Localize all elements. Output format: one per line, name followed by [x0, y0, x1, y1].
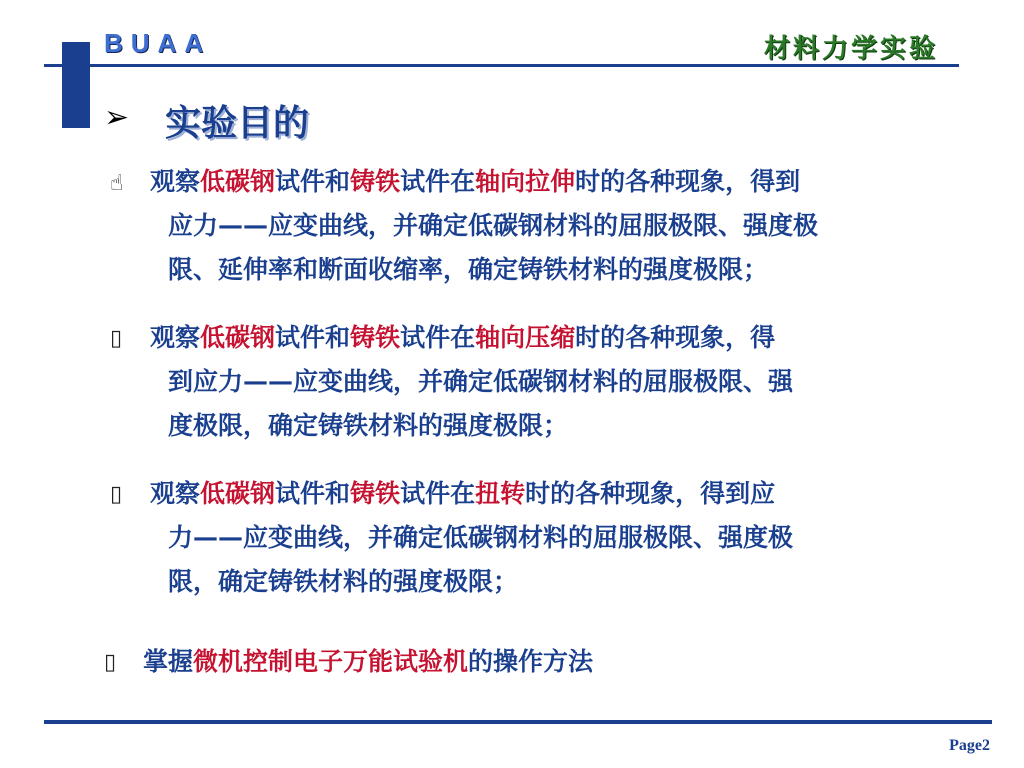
- square-bullet-icon: ▯: [104, 650, 117, 675]
- org-logo-text: BUAA: [104, 28, 212, 58]
- hand-pointer-icon: ☝: [110, 171, 124, 196]
- bullet-text: 观察: [150, 167, 201, 196]
- page-number: Page2: [949, 737, 990, 754]
- bullet-tension: 观察低碳钢试件和铸铁试件在轴向拉伸时的各种现象，得到 应力——应变曲线，并确定低碳钢材料的屈服极限、强度极 限、延伸率和断面收缩率，确定铸铁材料的强度极限；: [150, 167, 819, 284]
- bottom-divider: [44, 720, 992, 724]
- bullet-machine-operation: 掌握微机控制电子万能试验机的操作方法: [143, 647, 594, 676]
- bullet-highlight: 低碳钢: [200, 167, 276, 196]
- bullet-torsion: 观察低碳钢试件和铸铁试件在扭转时的各种现象，得到应 力——应变曲线，并确定低碳钢材料的屈服极限、强度极 限，确定铸铁材料的强度极限；: [150, 479, 794, 596]
- bullet-text: 试件在: [400, 167, 476, 196]
- bullet-highlight: 轴向拉伸: [475, 167, 576, 196]
- square-bullet-icon: ▯: [110, 326, 123, 351]
- course-title: 材料力学实验: [763, 34, 938, 64]
- left-accent-bar: [62, 42, 90, 128]
- bullet-compression: 观察低碳钢试件和铸铁试件在轴向压缩时的各种现象，得 到应力——应变曲线，并确定低碳钢材料的屈服极限、强 度极限，确定铸铁材料的强度极限；: [150, 323, 794, 440]
- section-arrow-icon: ➢: [104, 100, 130, 135]
- section-heading: 实验目的: [165, 103, 310, 144]
- square-bullet-icon: ▯: [110, 482, 123, 507]
- bullet-text: 时的各种现象，得到: [575, 167, 801, 196]
- bullet-highlight: 铸铁: [350, 167, 401, 196]
- bullet-text: 试件和: [275, 167, 351, 196]
